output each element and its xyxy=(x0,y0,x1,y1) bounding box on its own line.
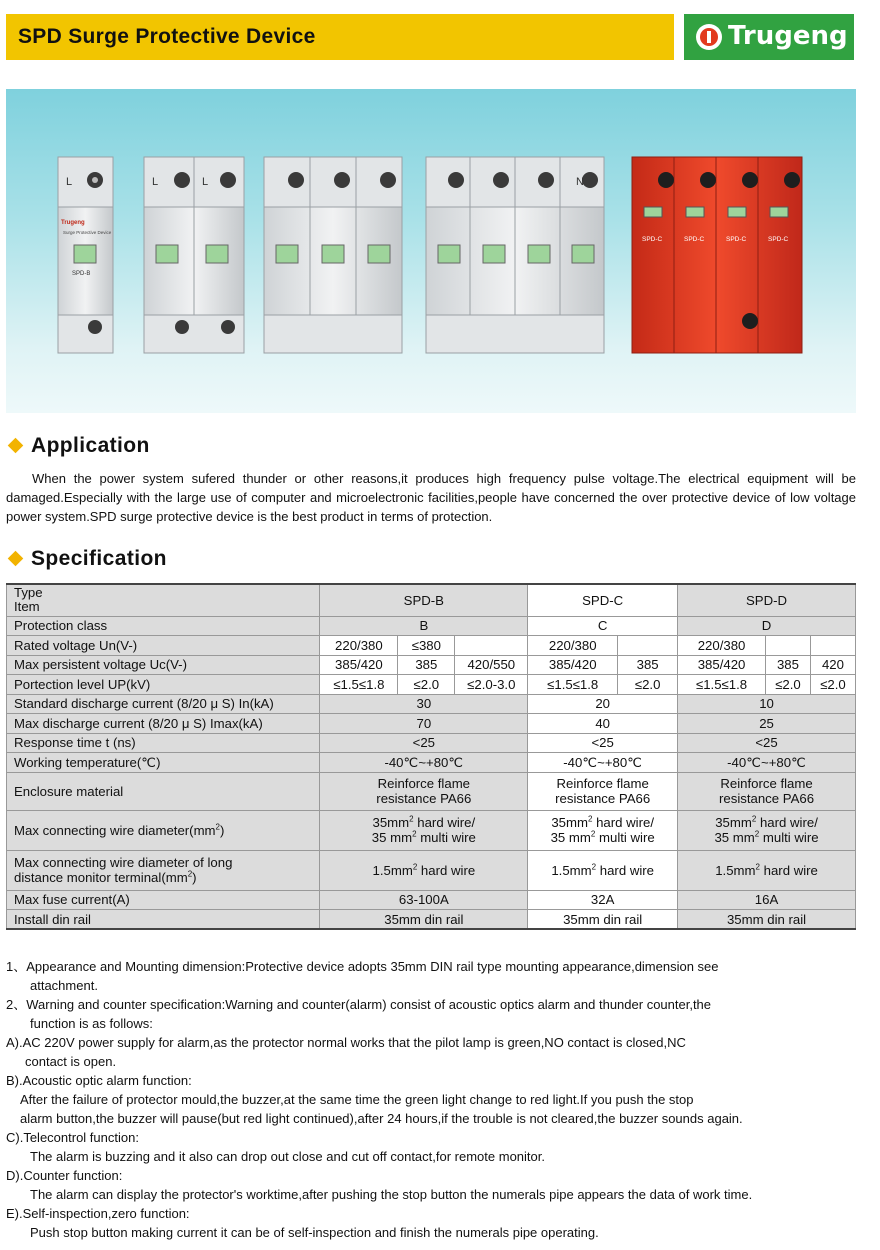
table-row: Portection level UP(kV) ≤1.5≤1.8 ≤2.0 ≤2.0-3.0 ≤1.5≤1.8 ≤2.0 ≤1.5≤1.8 ≤2.0 ≤2.0 xyxy=(7,675,856,695)
product-photo xyxy=(6,89,856,413)
device-2p xyxy=(144,157,244,353)
device-model: SPD-C xyxy=(684,236,705,243)
logo-mark-icon xyxy=(696,24,722,50)
table-row: Rated voltage Un(V-) 220/380 ≤380 220/380 220/380 xyxy=(7,636,856,656)
device-model: SPD-B xyxy=(72,271,91,277)
device-3p xyxy=(264,157,402,353)
note-line: C).Telecontrol function: xyxy=(6,1130,139,1145)
note-line: B).Acoustic optic alarm function: xyxy=(6,1073,192,1088)
col-header-spd-c: SPD-C xyxy=(528,584,678,616)
note-line: After the failure of protector mould,the buzzer,at the same time the green light change to red light.If you push the stop xyxy=(20,1092,694,1107)
table-row: Standard discharge current (8/20 μ S) In(kA) 30 20 10 xyxy=(7,694,856,714)
table-row: Max connecting wire $diameter(mm^2)$ $35mm^2$ hard wire/ 35 $mm^2$ multi wire $35mm^2$ hard wire/ 35 $mm^2$ multi wire $35mm^2$ hard wire/ 35 $mm^2$ multi wire xyxy=(7,810,856,850)
diamond-bullet-icon xyxy=(8,438,24,454)
device-model: SPD-C xyxy=(726,236,747,243)
brand-logo xyxy=(684,14,854,60)
device-model: SPD-C xyxy=(642,236,663,243)
table-row: Max discharge current (8/20 μ S) Imax(kA) 70 40 25 xyxy=(7,714,856,734)
spec-table xyxy=(6,583,856,930)
page-title: SPD Surge Protective Device xyxy=(18,25,316,48)
device-4p xyxy=(426,157,604,353)
device-red-4p xyxy=(632,157,802,353)
note-line: D).Counter function: xyxy=(6,1168,123,1183)
term-label: L xyxy=(66,176,73,188)
table-row: Working temperature(℃) -40℃~+80℃ -40℃~+80℃ -40℃~+80℃ xyxy=(7,753,856,773)
brand-name: Trugeng xyxy=(728,21,848,51)
device-caption: Surge Protective Device xyxy=(63,230,112,235)
note-line: attachment. xyxy=(30,978,98,993)
corner-cell: Type Item xyxy=(7,584,320,616)
note-line: 2、Warning and counter specification:Warning and counter(alarm) consist of acoustic optics alarm and thunder counter,the xyxy=(6,997,712,1012)
note-line: E).Self-inspection,zero function: xyxy=(6,1206,190,1221)
table-row: Max persistent voltage Uc(V-) 385/420 385 420/550 385/420 385 385/420 385 420 xyxy=(7,655,856,675)
note-line: The alarm is buzzing and it also can drop out close and cut off contact,for remote monitor. xyxy=(30,1149,545,1164)
table-row: Install din rail 35mm din rail 35mm din rail 35mm din rail xyxy=(7,910,856,930)
specification-heading: Specification xyxy=(8,547,167,571)
application-heading: Application xyxy=(8,434,150,458)
note-line: The alarm can display the protector's worktime,after pushing the stop button the numerals pipe appears the data of work time. xyxy=(30,1187,753,1202)
title-bar xyxy=(6,14,674,60)
device-1p xyxy=(58,157,113,353)
table-row: Max fuse current(A) 63-100A 32A 16A xyxy=(7,890,856,910)
note-line: alarm button,the buzzer will pause(but red light continued),after 24 hours,if the trouble is not cleared,the buzzer sounds again. xyxy=(20,1111,743,1126)
notes-section xyxy=(6,957,876,1242)
diamond-bullet-icon xyxy=(8,551,24,567)
term-label: L xyxy=(202,176,209,188)
table-row: Response time t (ns) <25 <25 <25 xyxy=(7,733,856,753)
table-row: Enclosure material Reinforce flame resistance PA66 Reinforce flame resistance PA66 Reinforce flame resistance PA66 xyxy=(7,772,856,810)
note-line: function is as follows: xyxy=(30,1016,153,1031)
device-model: SPD-C xyxy=(768,236,789,243)
note-line: 1、Appearance and Mounting dimension:Protective device adopts 35mm DIN rail type mounting appearance,dimension see xyxy=(6,959,719,974)
table-row: Protection class B C D xyxy=(7,616,856,636)
note-line: Push stop button making current it can be of self-inspection and finish the numerals pipe operating. xyxy=(30,1225,599,1240)
note-line: contact is open. xyxy=(25,1054,117,1069)
term-label: L xyxy=(152,176,159,188)
note-line: A).AC 220V power supply for alarm,as the protector normal works that the pilot lamp is green,NO contact is closed,NC xyxy=(6,1035,686,1050)
term-label: N xyxy=(576,176,584,188)
col-header-spd-d: SPD-D xyxy=(678,584,856,616)
table-row: Max connecting wire diameter of long distance monitor $terminal(mm^2)$ $1.5mm^2$ hard wire $1.5mm^2$ hard wire $1.5mm^2$ hard wire xyxy=(7,850,856,890)
col-header-spd-b: SPD-B xyxy=(320,584,528,616)
application-text: When the power system sufered thunder or other reasons,it produces high frequency pulse voltage.The electrical equipment will be damaged.Especially with the large use of computer and microelectronic facilities,people have concerned the over protective device of low voltage power system.SPD surge protective device is the best product in terms of protection. xyxy=(6,471,856,524)
product-illustration xyxy=(6,89,856,413)
device-brand: Trugeng xyxy=(61,220,85,226)
